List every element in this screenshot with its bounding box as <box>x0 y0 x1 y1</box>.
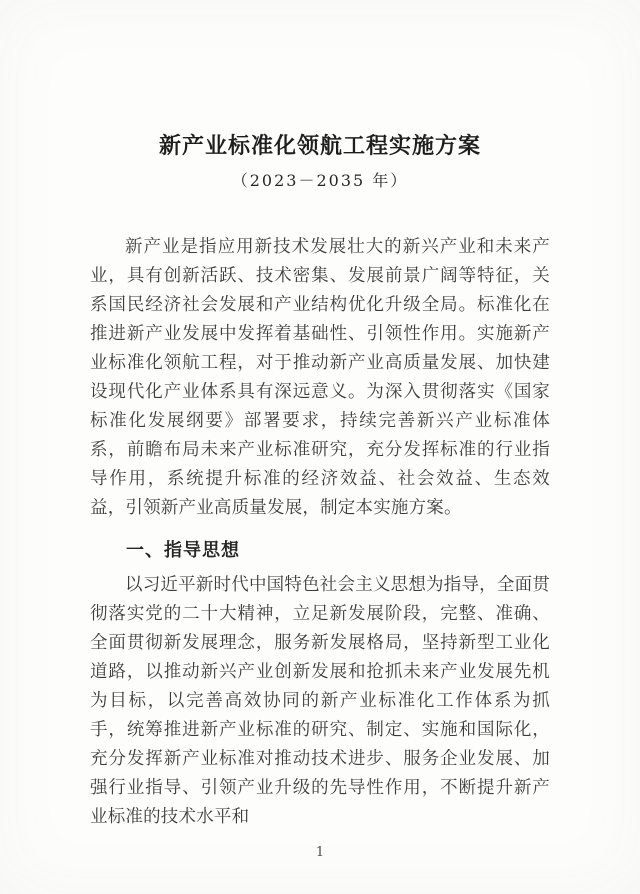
document-subtitle: （2023－2035 年） <box>231 171 409 190</box>
page-number: 1 <box>315 845 325 860</box>
document-body <box>90 233 550 832</box>
section-heading-guiding-ideology: 一、指导思想 <box>126 540 240 561</box>
document-title: 新产业标准化领航工程实施方案 <box>158 133 481 159</box>
section1-paragraph: 以习近平新时代中国特色社会主义思想为指导，全面贯彻落实党的二十大精神，立足新发展阶段，完整、准确、全面贯彻新发展理念，服务新发展格局，坚持新型工业化道路，以推动新兴产业创新发展和抢抓未来产业发展先机为目标，以完善高效协同的新产业标准化工作体系为抓手，统筹推进新产业标准的研究、制定、实施和国际化，充分发挥新产业标准对推动技术进步、服务企业发展、加强行业指导、引领产业升级的先导性作用，不断提升新产业标准的技术水平和 <box>90 575 550 827</box>
intro-paragraph: 新产业是指应用新技术发展壮大的新兴产业和未来产业，具有创新活跃、技术密集、发展前景广阔等特征，关系国民经济社会发展和产业结构优化升级全局。标准化在推进新产业发展中发挥着基础性、引领性作用。实施新产业标准化领航工程，对于推动新产业高质量发展、加快建设现代化产业体系具有深远意义。为深入贯彻落实《国家标准化发展纲要》部署要求，持续完善新兴产业标准体系，前瞻布局未来产业标准研究，充分发挥标准的行业指导作用，系统提升标准的经济效益、社会效益、生态效益，引领新产业高质量发展，制定本实施方案。 <box>90 237 550 518</box>
